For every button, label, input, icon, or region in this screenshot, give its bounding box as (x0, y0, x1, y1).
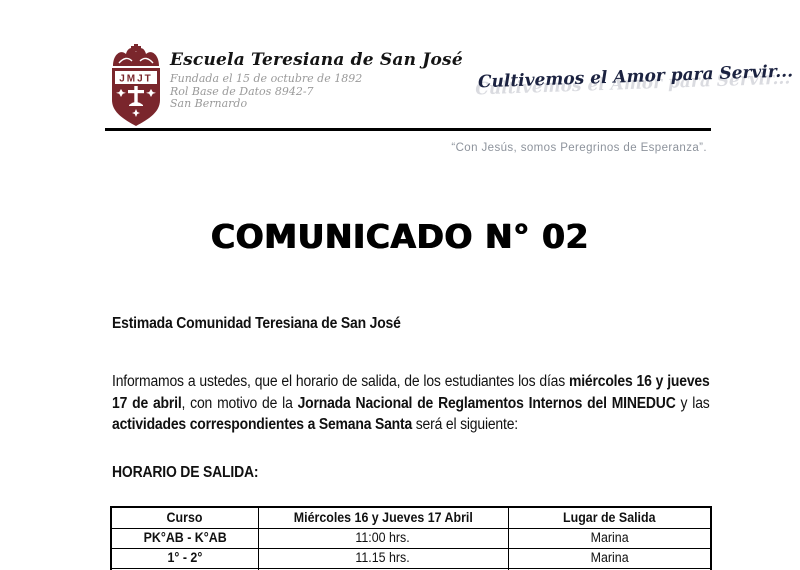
pastoral-quote: “Con Jesús, somos Peregrinos de Esperanza”. (451, 142, 707, 154)
header-divider (105, 128, 711, 131)
schedule-table (110, 506, 712, 570)
table-cell: Marina (508, 548, 711, 568)
table-row (111, 528, 711, 548)
table-header-row (111, 507, 711, 528)
school-name: Escuela Teresiana de San José (170, 50, 463, 70)
table-header-cell: Curso (111, 507, 258, 528)
school-city-line: San Bernardo (170, 97, 248, 110)
crest-monogram: JMJT (119, 73, 153, 85)
schedule-heading: HORARIO DE SALIDA: (112, 464, 259, 481)
body-paragraph: Informamos a ustedes, que el horario de salida, de los estudiantes los días miércoles 16 y jueves 17 de abril, con motivo de la Jornada Nacional de Reglamentos Internos del MINEDUC y las actividades correspondientes a Semana Santa será el siguiente: (112, 373, 710, 433)
school-crest-logo (107, 44, 165, 126)
school-rbd-line: Rol Base de Datos 8942-7 (170, 84, 314, 98)
table-cell: 11.15 hrs. (258, 548, 508, 568)
salutation: Estimada Comunidad Teresiana de San José (112, 315, 401, 332)
schedule-table-container (110, 506, 710, 570)
school-info (170, 50, 470, 111)
school-founded-line: Fundada el 15 de octubre de 1892 (170, 72, 363, 85)
crest-icon (107, 44, 165, 126)
table-cell: PK°AB - K°AB (111, 528, 258, 548)
table-header-cell: Lugar de Salida (508, 507, 711, 528)
table-cell: 1° - 2° (111, 548, 258, 568)
table-row (111, 548, 711, 568)
table-cell: 11:00 hrs. (258, 528, 508, 548)
table-cell: Marina (508, 528, 711, 548)
table-header-cell: Miércoles 16 y Jueves 17 Abril (258, 507, 508, 528)
school-slogan: Cultivemos el Amor para Servir... (477, 61, 794, 93)
document-title: COMUNICADO N° 02 (210, 217, 590, 256)
